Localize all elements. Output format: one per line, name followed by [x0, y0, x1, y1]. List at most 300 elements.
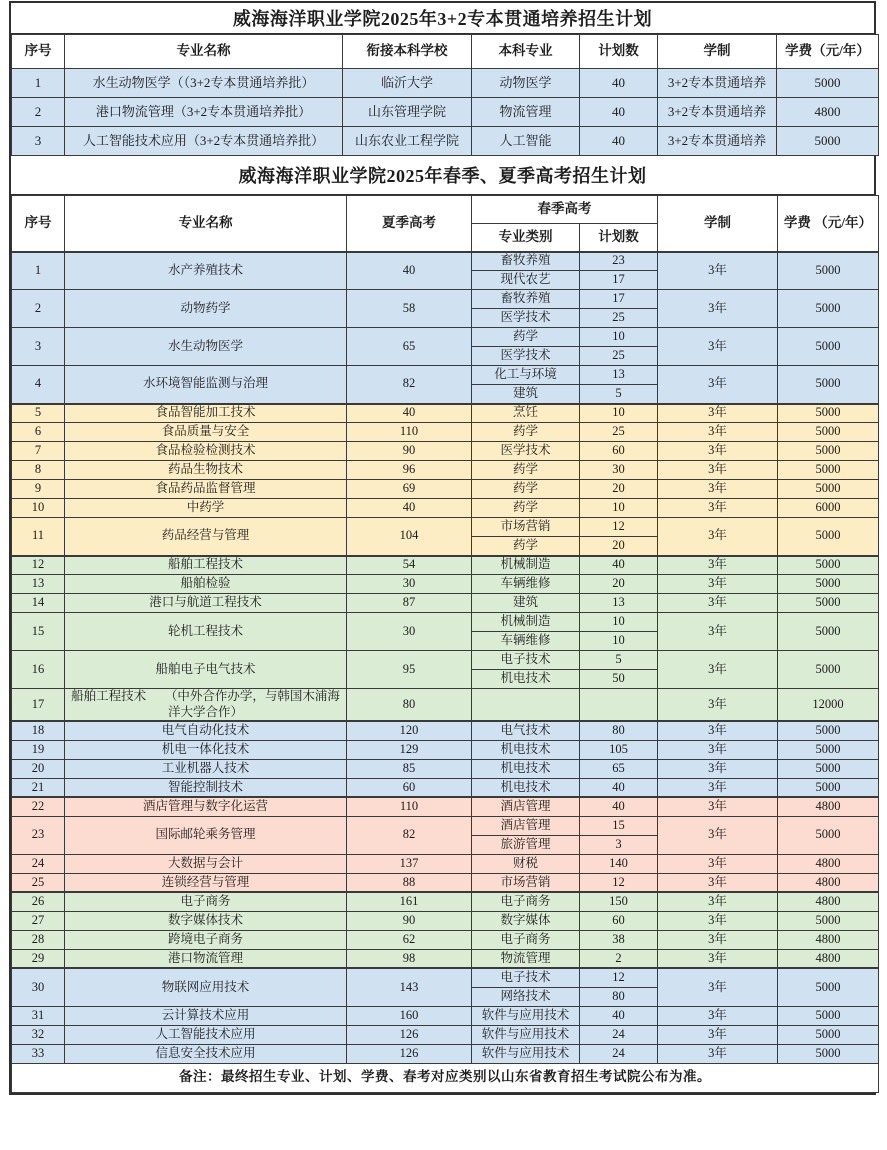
row-tuition: 5000: [778, 328, 879, 366]
row-spring-plan: 30: [580, 461, 658, 480]
row-summer-plan: 98: [347, 949, 472, 968]
table1-body: [12, 69, 879, 156]
row-summer-plan: 58: [347, 290, 472, 328]
row-summer-plan: 126: [347, 1025, 472, 1044]
row-summer-plan: 40: [347, 252, 472, 290]
row-duration: 3年: [658, 499, 778, 518]
table2-row: [12, 252, 879, 271]
row-spring-category: 机械制造: [472, 556, 580, 575]
row-summer-plan: 62: [347, 930, 472, 949]
table2-col-spring-plan: 计划数: [580, 224, 658, 252]
row-spring-category: 财税: [472, 854, 580, 873]
row-summer-plan: 160: [347, 1006, 472, 1025]
table2-row: [12, 1006, 879, 1025]
row-tuition: 5000: [778, 911, 879, 930]
row-spring-plan: 5: [580, 385, 658, 404]
row-summer-plan: 110: [347, 423, 472, 442]
table1-row: [12, 69, 879, 98]
row-no: 28: [12, 930, 65, 949]
row-tuition: 4800: [778, 930, 879, 949]
row-tuition: 4800: [778, 892, 879, 911]
row-duration: 3年: [658, 1044, 778, 1063]
row-major: 连锁经营与管理: [65, 873, 347, 892]
row-no: 6: [12, 423, 65, 442]
row-duration: 3年: [658, 518, 778, 556]
row-spring-category: 数字媒体: [472, 911, 580, 930]
row-no: 30: [12, 968, 65, 1006]
row-spring-category: 机械制造: [472, 613, 580, 632]
row-summer-plan: 82: [347, 816, 472, 854]
row-no: 11: [12, 518, 65, 556]
row-tuition: 5000: [778, 1044, 879, 1063]
row-spring-category: [472, 689, 580, 722]
row-summer-plan: 137: [347, 854, 472, 873]
row-spring-plan: 24: [580, 1025, 658, 1044]
row-major: 电气自动化技术: [65, 721, 347, 740]
table2-row: [12, 518, 879, 537]
table2-row: [12, 1044, 879, 1063]
row-duration: 3+2专本贯通培养: [658, 98, 777, 127]
row-no: 31: [12, 1006, 65, 1025]
row-spring-plan: 25: [580, 309, 658, 328]
row-major: 药品生物技术: [65, 461, 347, 480]
row-duration: 3年: [658, 252, 778, 290]
row-duration: 3年: [658, 556, 778, 575]
row-duration: 3年: [658, 816, 778, 854]
row-summer-plan: 110: [347, 797, 472, 816]
row-summer-plan: 65: [347, 328, 472, 366]
row-spring-plan: 13: [580, 366, 658, 385]
row-tuition: 5000: [778, 518, 879, 556]
table2-row: [12, 594, 879, 613]
row-spring-plan: 15: [580, 816, 658, 835]
row-duration: 3年: [658, 797, 778, 816]
table2-col-duration: 学制: [658, 196, 778, 252]
row-spring-plan: 38: [580, 930, 658, 949]
row-tuition: 5000: [778, 721, 879, 740]
table-gaokao-plan: [11, 195, 879, 1093]
table2-col-spring-group: 春季高考: [472, 196, 658, 224]
row-major: 船舶工程技术: [65, 556, 347, 575]
row-tuition: 5000: [778, 1025, 879, 1044]
row-spring-plan: 25: [580, 423, 658, 442]
row-tuition: 4800: [778, 873, 879, 892]
row-summer-plan: 87: [347, 594, 472, 613]
table2-row: [12, 575, 879, 594]
row-tuition: 5000: [778, 556, 879, 575]
row-spring-plan: 80: [580, 721, 658, 740]
row-spring-plan: 13: [580, 594, 658, 613]
row-duration: 3年: [658, 740, 778, 759]
row-no: 25: [12, 873, 65, 892]
row-summer-plan: 82: [347, 366, 472, 404]
row-no: 24: [12, 854, 65, 873]
row-duration: 3年: [658, 1025, 778, 1044]
row-summer-plan: 30: [347, 613, 472, 651]
table2-row: [12, 423, 879, 442]
row-duration: 3年: [658, 651, 778, 689]
row-spring-plan: 20: [580, 575, 658, 594]
row-major: 电子商务: [65, 892, 347, 911]
row-tuition: 5000: [778, 968, 879, 1006]
footer-note: 备注：最终招生专业、计划、学费、春考对应类别以山东省教育招生考试院公布为准。: [12, 1063, 879, 1092]
row-no: 22: [12, 797, 65, 816]
table2-row: [12, 556, 879, 575]
row-no: 18: [12, 721, 65, 740]
row-major: 机电一体化技术: [65, 740, 347, 759]
row-spring-category: 软件与应用技术: [472, 1006, 580, 1025]
row-spring-category: 电子技术: [472, 651, 580, 670]
row-spring-plan: 10: [580, 328, 658, 347]
row-spring-category: 市场营销: [472, 873, 580, 892]
table2-col-tuition: 学费 （元/年）: [778, 196, 879, 252]
row-major: 食品药品监督管理: [65, 480, 347, 499]
row-spring-category: 电子商务: [472, 892, 580, 911]
row-major: 船舶电子电气技术: [65, 651, 347, 689]
table2-row: [12, 873, 879, 892]
row-tuition: 5000: [777, 127, 879, 156]
row-plan: 40: [580, 127, 658, 156]
row-major: 人工智能技术应用: [65, 1025, 347, 1044]
row-major: 食品质量与安全: [65, 423, 347, 442]
table2-footer: [12, 1063, 879, 1092]
row-tuition: 5000: [778, 404, 879, 423]
row-spring-category: 医学技术: [472, 347, 580, 366]
row-spring-category: 畜牧养殖: [472, 252, 580, 271]
row-major: 轮机工程技术: [65, 613, 347, 651]
row-summer-plan: 30: [347, 575, 472, 594]
row-duration: 3年: [658, 721, 778, 740]
row-spring-category: 市场营销: [472, 518, 580, 537]
table2-row: [12, 480, 879, 499]
row-spring-category: 化工与环境: [472, 366, 580, 385]
row-plan: 40: [580, 98, 658, 127]
row-spring-plan: 23: [580, 252, 658, 271]
row-summer-plan: 96: [347, 461, 472, 480]
row-tuition: 5000: [778, 594, 879, 613]
row-college: 山东管理学院: [343, 98, 472, 127]
table2-row: [12, 911, 879, 930]
row-spring-plan: 80: [580, 987, 658, 1006]
row-no: 13: [12, 575, 65, 594]
row-major: 港口物流管理: [65, 949, 347, 968]
row-spring-plan: 24: [580, 1044, 658, 1063]
row-major: 港口物流管理（3+2专本贯通培养批）: [65, 98, 343, 127]
row-duration: 3+2专本贯通培养: [658, 69, 777, 98]
row-spring-category: 药学: [472, 537, 580, 556]
table2-row: [12, 613, 879, 632]
row-spring-category: 电子技术: [472, 968, 580, 987]
row-duration: 3年: [658, 404, 778, 423]
row-major: 云计算技术应用: [65, 1006, 347, 1025]
table1-col-tuition: 学费（元/年）: [777, 35, 879, 69]
row-tuition: 5000: [778, 461, 879, 480]
row-spring-plan: 10: [580, 632, 658, 651]
row-duration: 3年: [658, 594, 778, 613]
row-summer-plan: 54: [347, 556, 472, 575]
row-spring-plan: 150: [580, 892, 658, 911]
row-plan: 40: [580, 69, 658, 98]
row-major: 国际邮轮乘务管理: [65, 816, 347, 854]
row-no: 26: [12, 892, 65, 911]
row-duration: 3年: [658, 442, 778, 461]
row-major: 水生动物医学（（3+2专本贯通培养批）: [65, 69, 343, 98]
row-spring-plan: 40: [580, 778, 658, 797]
row-duration: 3年: [658, 423, 778, 442]
row-spring-plan: 10: [580, 613, 658, 632]
table1-col-major: 专业名称: [65, 35, 343, 69]
row-spring-category: 网络技术: [472, 987, 580, 1006]
row-spring-plan: 50: [580, 670, 658, 689]
row-tuition: 5000: [778, 575, 879, 594]
row-spring-category: 车辆维修: [472, 632, 580, 651]
table2-row: [12, 854, 879, 873]
table2-row: [12, 1025, 879, 1044]
row-no: 17: [12, 689, 65, 722]
row-tuition: 5000: [778, 1006, 879, 1025]
row-summer-plan: 85: [347, 759, 472, 778]
row-spring-plan: 25: [580, 347, 658, 366]
row-spring-plan: [580, 689, 658, 722]
table2-body: [12, 252, 879, 1064]
row-spring-plan: 17: [580, 271, 658, 290]
row-duration: 3年: [658, 328, 778, 366]
row-duration: 3年: [658, 892, 778, 911]
table2-row: [12, 328, 879, 347]
table2-row: [12, 461, 879, 480]
row-major: 工业机器人技术: [65, 759, 347, 778]
row-spring-category: 现代农艺: [472, 271, 580, 290]
table2-row: [12, 689, 879, 722]
table2-row: [12, 949, 879, 968]
table1-col-bachelor-major: 本科专业: [472, 35, 580, 69]
row-spring-category: 软件与应用技术: [472, 1025, 580, 1044]
table2-title: 威海海洋职业学院2025年春季、夏季高考招生计划: [11, 156, 874, 195]
row-spring-category: 药学: [472, 480, 580, 499]
table1-col-plan: 计划数: [580, 35, 658, 69]
row-summer-plan: 161: [347, 892, 472, 911]
row-duration: 3年: [658, 911, 778, 930]
row-bachelor-major: 人工智能: [472, 127, 580, 156]
table1-col-college: 衔接本科学校: [343, 35, 472, 69]
row-tuition: 5000: [778, 816, 879, 854]
row-duration: 3年: [658, 613, 778, 651]
row-spring-plan: 3: [580, 835, 658, 854]
row-spring-category: 医学技术: [472, 309, 580, 328]
row-spring-plan: 20: [580, 480, 658, 499]
row-spring-plan: 12: [580, 518, 658, 537]
row-spring-plan: 60: [580, 911, 658, 930]
row-duration: 3年: [658, 759, 778, 778]
row-tuition: 5000: [778, 613, 879, 651]
table2-col-major: 专业名称: [65, 196, 347, 252]
row-summer-plan: 40: [347, 499, 472, 518]
row-spring-category: 机电技术: [472, 759, 580, 778]
row-duration: 3年: [658, 366, 778, 404]
row-duration: 3年: [658, 1006, 778, 1025]
table2-row: [12, 892, 879, 911]
table2-row: [12, 759, 879, 778]
row-summer-plan: 129: [347, 740, 472, 759]
enrollment-plan-sheet: [9, 1, 876, 1095]
row-major: 水产养殖技术: [65, 252, 347, 290]
row-tuition: 5000: [778, 423, 879, 442]
row-no: 3: [12, 328, 65, 366]
row-major: 人工智能技术应用（3+2专本贯通培养批）: [65, 127, 343, 156]
row-duration: 3年: [658, 461, 778, 480]
row-spring-plan: 5: [580, 651, 658, 670]
row-spring-category: 建筑: [472, 385, 580, 404]
row-major: 信息安全技术应用: [65, 1044, 347, 1063]
row-spring-plan: 40: [580, 797, 658, 816]
row-no: 1: [12, 69, 65, 98]
row-tuition: 5000: [778, 480, 879, 499]
table1-col-duration: 学制: [658, 35, 777, 69]
row-spring-category: 电子商务: [472, 930, 580, 949]
row-college: 临沂大学: [343, 69, 472, 98]
row-spring-category: 酒店管理: [472, 816, 580, 835]
table2-row: [12, 721, 879, 740]
row-spring-category: 烹饪: [472, 404, 580, 423]
row-duration: 3+2专本贯通培养: [658, 127, 777, 156]
row-no: 1: [12, 252, 65, 290]
row-spring-category: 药学: [472, 499, 580, 518]
row-tuition: 5000: [778, 759, 879, 778]
row-no: 23: [12, 816, 65, 854]
row-no: 2: [12, 290, 65, 328]
row-spring-category: 机电技术: [472, 778, 580, 797]
row-duration: 3年: [658, 778, 778, 797]
row-spring-plan: 60: [580, 442, 658, 461]
row-no: 7: [12, 442, 65, 461]
row-tuition: 5000: [778, 252, 879, 290]
row-major: 港口与航道工程技术: [65, 594, 347, 613]
table2-row: [12, 968, 879, 987]
row-spring-plan: 40: [580, 1006, 658, 1025]
row-spring-plan: 10: [580, 404, 658, 423]
row-duration: 3年: [658, 854, 778, 873]
row-duration: 3年: [658, 575, 778, 594]
row-no: 8: [12, 461, 65, 480]
row-spring-category: 酒店管理: [472, 797, 580, 816]
row-summer-plan: 126: [347, 1044, 472, 1063]
row-no: 29: [12, 949, 65, 968]
row-major: 食品检验检测技术: [65, 442, 347, 461]
table1-title: 威海海洋职业学院2025年3+2专本贯通培养招生计划: [11, 3, 874, 34]
row-no: 12: [12, 556, 65, 575]
row-bachelor-major: 动物医学: [472, 69, 580, 98]
row-major: 药品经营与管理: [65, 518, 347, 556]
row-summer-plan: 120: [347, 721, 472, 740]
row-no: 9: [12, 480, 65, 499]
row-spring-category: 车辆维修: [472, 575, 580, 594]
row-no: 5: [12, 404, 65, 423]
row-summer-plan: 40: [347, 404, 472, 423]
table2-row: [12, 499, 879, 518]
row-tuition: 4800: [778, 949, 879, 968]
row-spring-plan: 105: [580, 740, 658, 759]
row-tuition: 6000: [778, 499, 879, 518]
row-no: 14: [12, 594, 65, 613]
row-tuition: 4800: [778, 797, 879, 816]
row-spring-plan: 40: [580, 556, 658, 575]
row-duration: 3年: [658, 689, 778, 722]
row-spring-category: 医学技术: [472, 442, 580, 461]
row-tuition: 12000: [778, 689, 879, 722]
row-spring-category: 建筑: [472, 594, 580, 613]
table2-row: [12, 816, 879, 835]
row-major: 数字媒体技术: [65, 911, 347, 930]
row-no: 2: [12, 98, 65, 127]
table2-row: [12, 366, 879, 385]
row-spring-category: 机电技术: [472, 740, 580, 759]
table2-row: [12, 290, 879, 309]
row-duration: 3年: [658, 968, 778, 1006]
row-no: 32: [12, 1025, 65, 1044]
row-spring-plan: 12: [580, 873, 658, 892]
row-major: 跨境电子商务: [65, 930, 347, 949]
row-spring-category: 物流管理: [472, 949, 580, 968]
row-no: 10: [12, 499, 65, 518]
table-3plus2-plan: [11, 34, 879, 156]
table2-row: [12, 778, 879, 797]
row-spring-plan: 17: [580, 290, 658, 309]
row-duration: 3年: [658, 873, 778, 892]
table2-col-no: 序号: [12, 196, 65, 252]
row-duration: 3年: [658, 949, 778, 968]
row-no: 19: [12, 740, 65, 759]
row-spring-plan: 65: [580, 759, 658, 778]
row-duration: 3年: [658, 290, 778, 328]
row-tuition: 5000: [778, 778, 879, 797]
row-spring-plan: 10: [580, 499, 658, 518]
row-major: 船舶检验: [65, 575, 347, 594]
row-spring-plan: 140: [580, 854, 658, 873]
table2-col-summer: 夏季高考: [347, 196, 472, 252]
row-summer-plan: 143: [347, 968, 472, 1006]
row-tuition: 5000: [778, 651, 879, 689]
row-major: 船舶工程技术 （中外合作办学，与韩国木浦海洋大学合作）: [65, 689, 347, 722]
row-major: 物联网应用技术: [65, 968, 347, 1006]
table2-row: [12, 651, 879, 670]
row-tuition: 4800: [778, 854, 879, 873]
row-spring-category: 药学: [472, 423, 580, 442]
row-tuition: 5000: [778, 290, 879, 328]
row-no: 20: [12, 759, 65, 778]
row-summer-plan: 88: [347, 873, 472, 892]
row-bachelor-major: 物流管理: [472, 98, 580, 127]
row-no: 4: [12, 366, 65, 404]
row-tuition: 5000: [777, 69, 879, 98]
table1-col-no: 序号: [12, 35, 65, 69]
row-spring-category: 软件与应用技术: [472, 1044, 580, 1063]
row-major: 智能控制技术: [65, 778, 347, 797]
row-duration: 3年: [658, 480, 778, 499]
row-no: 15: [12, 613, 65, 651]
table2-row: [12, 404, 879, 423]
row-spring-plan: 2: [580, 949, 658, 968]
row-summer-plan: 69: [347, 480, 472, 499]
row-spring-category: 畜牧养殖: [472, 290, 580, 309]
row-summer-plan: 80: [347, 689, 472, 722]
table1-row: [12, 127, 879, 156]
table1-row: [12, 98, 879, 127]
row-tuition: 5000: [778, 366, 879, 404]
table2-col-spring-category: 专业类别: [472, 224, 580, 252]
row-tuition: 5000: [778, 442, 879, 461]
row-no: 3: [12, 127, 65, 156]
table2-header: [12, 196, 879, 252]
